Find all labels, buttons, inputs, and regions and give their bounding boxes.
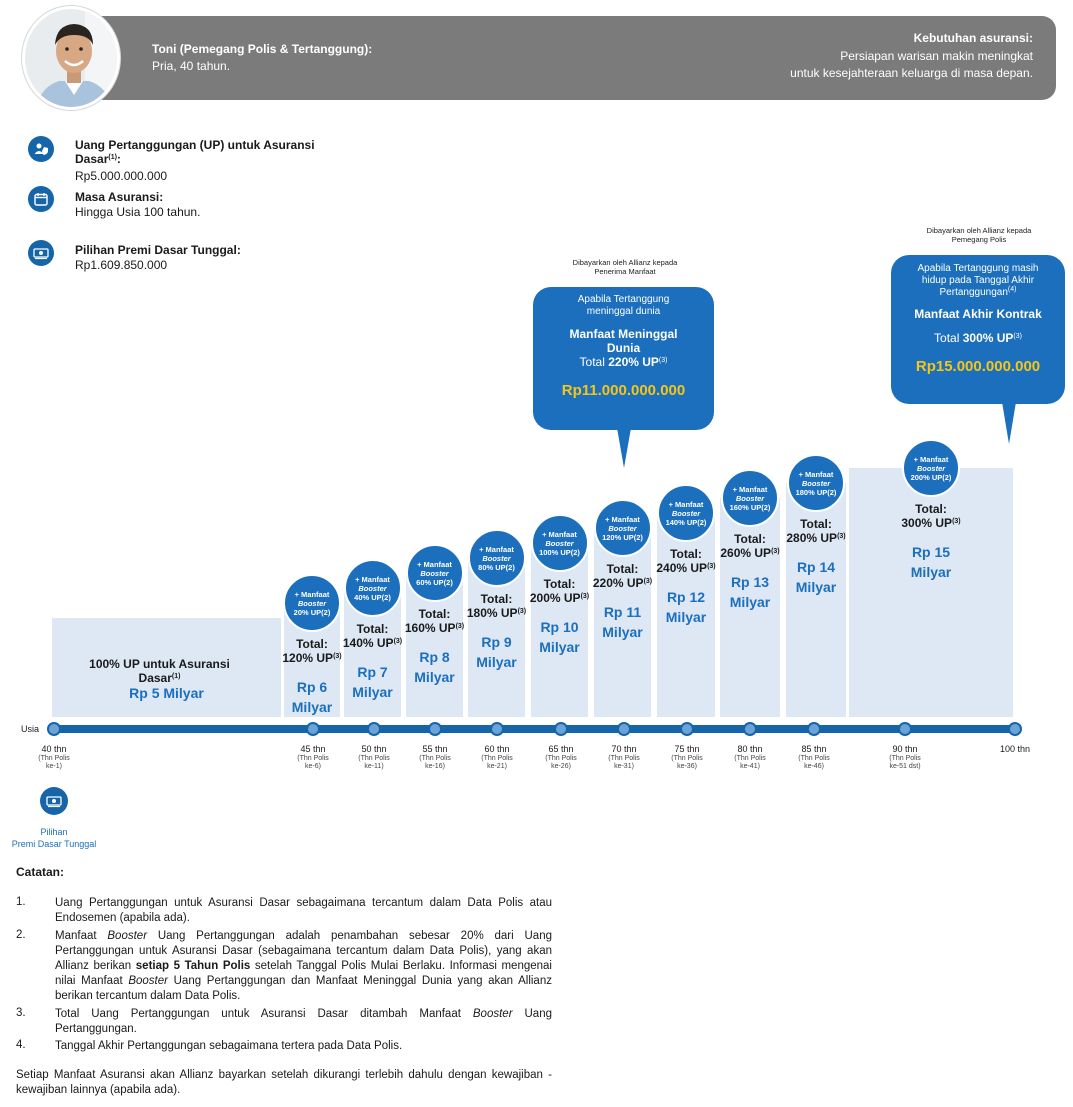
needs-line-1: Persiapan warisan makin meningkat [840, 49, 1033, 63]
booster-badge [902, 439, 960, 497]
total-prefix: Total: [480, 592, 513, 606]
base-label-b: Dasar [138, 671, 172, 685]
booster-badge [344, 559, 402, 617]
badge-prefix: + Manfaat [913, 454, 949, 464]
avatar [22, 6, 120, 110]
timeline-dot [617, 722, 631, 736]
booster-badge [283, 574, 341, 632]
total-sup: (3) [333, 653, 342, 660]
amount-a: Rp 15 [911, 544, 951, 560]
calendar-icon [28, 186, 54, 212]
tick-sub-1: (Thn Polis [358, 755, 390, 762]
badge-value: 180% UP(2) [795, 487, 837, 497]
tick-age: 70 thn [611, 744, 637, 754]
up-value: Rp5.000.000.000 [75, 169, 168, 183]
timeline-tick-label [283, 744, 343, 771]
badge-value: 140% UP(2) [665, 517, 707, 527]
amount-a: Rp 8 [419, 649, 450, 665]
badge-word: Booster [671, 508, 701, 518]
death-total-prefix: Total [579, 355, 605, 369]
amount-a: Rp 14 [796, 559, 836, 575]
person-age: Pria, 40 tahun. [152, 59, 231, 73]
tick-age: 90 thn [892, 744, 918, 754]
booster-badge [594, 499, 652, 557]
bar-amount [531, 617, 588, 657]
bar-amount [657, 587, 715, 627]
timeline-dot [47, 722, 61, 736]
booster-badge [787, 454, 845, 512]
amount-a: Rp 12 [666, 589, 706, 605]
tick-sub-1: (Thn Polis [38, 755, 70, 762]
badge-value: 100% UP(2) [539, 547, 580, 557]
death-payer-a: Dibayarkan oleh Allianz kepada [572, 258, 678, 267]
death-callout-pointer [617, 428, 631, 468]
amount-b: Milyar [291, 699, 333, 715]
amount-b: Milyar [602, 624, 643, 640]
note-2-e: setelah Tanggal Polis Mulai Berlaku. Informasi mengenai nilai Manfaat [55, 960, 552, 987]
badge-word: Booster [801, 478, 831, 488]
amount-b: Milyar [665, 609, 707, 625]
total-prefix: Total: [606, 562, 639, 576]
tick-sub-2: ke-16) [425, 763, 445, 770]
axis-label: Usia [21, 724, 40, 734]
end-payer-a: Dibayarkan oleh Allianz kepada [926, 226, 1032, 235]
bar-amount [284, 677, 340, 717]
tick-sub-2: ke-46) [804, 763, 824, 770]
amount-b: Milyar [795, 579, 837, 595]
badge-prefix: + Manfaat [732, 484, 768, 494]
badge-word: Booster [482, 553, 511, 563]
up-sup: (1) [108, 154, 117, 161]
note-3-c: Uang Pertanggungan. [55, 1008, 552, 1035]
total-prefix: Total: [418, 607, 451, 621]
total-sup: (3) [771, 548, 780, 555]
timeline-tick-label [344, 744, 404, 771]
tick-sub-2: ke-51 dst) [889, 763, 921, 770]
tick-sub-2: ke-11) [364, 763, 384, 770]
timeline-tick-label [720, 744, 780, 771]
booster-badge [721, 469, 779, 527]
end-total: 300% UP [962, 331, 1014, 345]
note-2-f: Booster [128, 975, 168, 987]
tick-sub-1: (Thn Polis [798, 755, 830, 762]
badge-prefix: + Manfaat [798, 469, 834, 479]
death-total: 220% UP [608, 355, 659, 369]
up-title-b: Dasar [75, 152, 109, 166]
note-2-number: 2. [16, 929, 26, 941]
badge-word: Booster [420, 568, 449, 578]
closing-note: Setiap Manfaat Asuransi akan Allianz bayarkan setelah dikurangi terlebih dahulu dengan kewajiban - kewajiban lainnya (apabila ada). [16, 1069, 552, 1096]
end-payer-b: Pemegang Polis [951, 235, 1007, 244]
note-2-b: Booster [107, 930, 148, 942]
total-prefix: Total: [670, 547, 702, 561]
bar-amount [594, 602, 651, 642]
total-prefix: Total: [296, 637, 328, 651]
badge-word: Booster [916, 463, 946, 473]
total-sup: (3) [707, 563, 716, 570]
timeline-dot [367, 722, 381, 736]
bar-amount [786, 557, 846, 597]
tick-sub-2: ke-6) [305, 763, 321, 770]
timeline-dot [743, 722, 757, 736]
shield-person-icon [28, 136, 54, 162]
bar-amount [468, 632, 525, 672]
booster-badge [531, 514, 589, 572]
amount-b: Milyar [352, 684, 393, 700]
amount-a: Rp 11 [603, 604, 642, 620]
badge-prefix: + Manfaat [605, 514, 640, 524]
amount-b: Milyar [910, 564, 952, 580]
bar-total [891, 502, 971, 530]
badge-prefix: + Manfaat [479, 544, 514, 554]
end-total-sup: (3) [1013, 333, 1022, 340]
tick-sub-1: (Thn Polis [297, 755, 329, 762]
total-value: 280% UP [786, 531, 838, 545]
tick-sub-1: (Thn Polis [481, 755, 513, 762]
premium-option-label-a: Pilihan [40, 827, 68, 837]
money-stack-icon [28, 240, 54, 266]
total-sup: (3) [580, 593, 590, 600]
timeline-tick-label [531, 744, 591, 771]
note-1-text: Uang Pertanggungan untuk Asuransi Dasar sebagaimana tercantum dalam Data Polis atau Endosemen (apabila ada). [55, 897, 552, 924]
note-4-text: Tanggal Akhir Pertanggungan sebagaimana tertera pada Data Polis. [55, 1040, 403, 1052]
note-2-g: Uang Pertanggungan dan Manfaat Meninggal Dunia yang akan Allianz berikan tercantum dalam Data Polis. [55, 975, 552, 1002]
booster-badge [657, 484, 715, 542]
note-4-number: 4. [16, 1039, 26, 1051]
tick-sub-1: (Thn Polis [889, 755, 921, 762]
timeline-line [54, 725, 1016, 733]
amount-a: Rp 6 [296, 679, 328, 695]
note-2-c: Uang Pertanggungan adalah penambahan sebesar 20% dari Uang Pertanggungan untuk Asuransi Dasar (sebagaimana tercantum dalam Data Polis), yang akan Allianz berikan [55, 930, 552, 972]
tick-sub-1: (Thn Polis [419, 755, 451, 762]
note-3-number: 3. [16, 1007, 26, 1019]
death-total-sup: (3) [658, 357, 668, 364]
end-amount: Rp15.000.000.000 [915, 358, 1041, 375]
badge-value: 20% UP(2) [293, 607, 331, 617]
badge-value: 160% UP(2) [729, 502, 771, 512]
note-3-text [55, 1007, 552, 1037]
timeline-dot [1008, 722, 1022, 736]
amount-a: Rp 13 [730, 574, 770, 590]
badge-prefix: + Manfaat [355, 574, 390, 584]
total-value: 260% UP [720, 546, 772, 560]
badge-value: 40% UP(2) [354, 592, 391, 602]
booster-badge [406, 544, 464, 602]
person-name: Toni (Pemegang Polis & Tertanggung): [152, 42, 373, 56]
tick-age: 50 thn [361, 744, 387, 754]
amount-a: Rp 7 [357, 664, 388, 680]
total-value: 200% UP [529, 591, 581, 605]
total-value: 140% UP [342, 636, 394, 650]
total-prefix: Total: [915, 502, 947, 516]
premium-title: Pilihan Premi Dasar Tunggal: [75, 243, 241, 257]
bar-amount [720, 572, 780, 612]
total-sup: (3) [837, 533, 846, 540]
death-title-a: Manfaat Meninggal [569, 327, 678, 341]
booster-badge [468, 529, 526, 587]
timeline-tick-label [467, 744, 527, 771]
total-prefix: Total: [800, 517, 832, 531]
premium-option-icon [40, 787, 68, 815]
premium-option-label-b: Premi Dasar Tunggal [11, 839, 97, 849]
term-value: Hingga Usia 100 tahun. [75, 205, 201, 219]
tick-age: 45 thn [300, 744, 326, 754]
tick-sub-2: ke-36) [677, 763, 697, 770]
badge-prefix: + Manfaat [542, 529, 577, 539]
tick-sub-2: ke-26) [551, 763, 571, 770]
badge-value: 200% UP(2) [910, 472, 952, 482]
premium-value: Rp1.609.850.000 [75, 258, 168, 272]
bar-amount [849, 542, 1013, 582]
total-sup: (3) [393, 638, 403, 645]
total-value: 300% UP [901, 516, 953, 530]
tick-age: 85 thn [801, 744, 827, 754]
end-title: Manfaat Akhir Kontrak [914, 307, 1042, 321]
bar-total [776, 517, 856, 545]
tick-sub-1: (Thn Polis [671, 755, 703, 762]
badge-word: Booster [297, 598, 327, 608]
tick-age: 80 thn [737, 744, 763, 754]
death-title-b: Dunia [606, 341, 641, 355]
timeline-tick-label [985, 744, 1045, 755]
end-benefit-callout [891, 255, 1065, 404]
bar-amount [406, 647, 463, 687]
badge-word: Booster [358, 583, 387, 593]
tick-age: 65 thn [548, 744, 574, 754]
death-condition-a: Apabila Tertanggung [577, 294, 670, 305]
death-benefit-callout [533, 287, 714, 430]
base-amount: Rp 5 Milyar [129, 685, 204, 701]
badge-prefix: + Manfaat [417, 559, 452, 569]
total-prefix: Total: [734, 532, 766, 546]
end-total-prefix: Total [934, 331, 960, 345]
base-label-sup: (1) [171, 673, 181, 680]
badge-prefix: + Manfaat [668, 499, 704, 509]
end-condition-a: Apabila Tertanggung masih [917, 263, 1039, 274]
timeline-tick-label [784, 744, 844, 771]
end-condition-b: hidup pada Tanggal Akhir [921, 275, 1035, 286]
timeline-dot [490, 722, 504, 736]
tick-age: 60 thn [484, 744, 510, 754]
badge-word: Booster [608, 523, 637, 533]
tick-sub-2: ke-41) [740, 763, 760, 770]
tick-sub-2: ke-1) [46, 763, 62, 770]
end-condition-c: Pertanggungan [939, 287, 1008, 298]
notes-title: Catatan: [16, 865, 65, 879]
total-value: 180% UP [466, 606, 518, 620]
tick-sub-2: ke-21) [487, 763, 507, 770]
badge-value: 60% UP(2) [416, 577, 453, 587]
death-payer-b: Penerima Manfaat [594, 267, 656, 276]
total-value: 220% UP [592, 576, 644, 590]
tick-sub-2: ke-31) [614, 763, 634, 770]
badge-word: Booster [545, 538, 574, 548]
total-sup: (3) [952, 518, 961, 525]
timeline-dot [898, 722, 912, 736]
total-prefix: Total: [543, 577, 576, 591]
tick-sub-1: (Thn Polis [545, 755, 577, 762]
timeline-dot [306, 722, 320, 736]
note-2-a: Manfaat [55, 930, 97, 942]
end-condition-sup: (4) [1007, 286, 1017, 293]
timeline-dot [680, 722, 694, 736]
badge-word: Booster [735, 493, 765, 503]
timeline-dot [428, 722, 442, 736]
tick-age: 40 thn [41, 744, 67, 754]
badge-value: 80% UP(2) [478, 562, 515, 572]
bar-amount [344, 662, 401, 702]
amount-b: Milyar [414, 669, 455, 685]
amount-b: Milyar [729, 594, 771, 610]
needs-line-2: untuk kesejahteraan keluarga di masa depan. [790, 66, 1033, 80]
death-condition-b: meninggal dunia [586, 306, 661, 317]
up-title-a: Uang Pertanggungan (UP) untuk Asuransi [75, 138, 315, 152]
tick-sub-1: (Thn Polis [608, 755, 640, 762]
death-amount: Rp11.000.000.000 [561, 382, 686, 399]
amount-b: Milyar [476, 654, 517, 670]
badge-prefix: + Manfaat [294, 589, 330, 599]
amount-a: Rp 9 [481, 634, 512, 650]
timeline-tick-label [405, 744, 465, 771]
end-callout-pointer [1002, 402, 1016, 444]
note-3-b: Booster [472, 1008, 513, 1020]
timeline-dot [807, 722, 821, 736]
amount-b: Milyar [539, 639, 580, 655]
base-label-a: 100% UP untuk Asuransi [89, 657, 230, 671]
total-sup: (3) [643, 578, 653, 585]
needs-title: Kebutuhan asuransi: [913, 31, 1033, 45]
note-2-d: setiap 5 Tahun Polis [135, 960, 251, 972]
timeline-tick-label [24, 744, 84, 771]
total-prefix: Total: [356, 622, 389, 636]
note-1-number: 1. [16, 896, 26, 908]
note-2-text [55, 929, 552, 1004]
total-value: 240% UP [656, 561, 708, 575]
tick-sub-1: (Thn Polis [734, 755, 766, 762]
timeline-dot [554, 722, 568, 736]
tick-age: 55 thn [422, 744, 448, 754]
tick-age: 100 thn [999, 744, 1031, 754]
tick-age: 75 thn [674, 744, 700, 754]
total-sup: (3) [517, 608, 527, 615]
total-sup: (3) [455, 623, 465, 630]
note-3-a: Total Uang Pertanggungan untuk Asuransi Dasar ditambah Manfaat [55, 1008, 461, 1020]
badge-value: 120% UP(2) [602, 532, 643, 542]
timeline-tick-label [594, 744, 654, 771]
timeline-tick-label [657, 744, 717, 771]
total-value: 160% UP [404, 621, 456, 635]
total-value: 120% UP [282, 651, 334, 665]
term-title: Masa Asuransi: [75, 190, 164, 204]
timeline-tick-label [875, 744, 935, 771]
amount-a: Rp 10 [540, 619, 579, 635]
